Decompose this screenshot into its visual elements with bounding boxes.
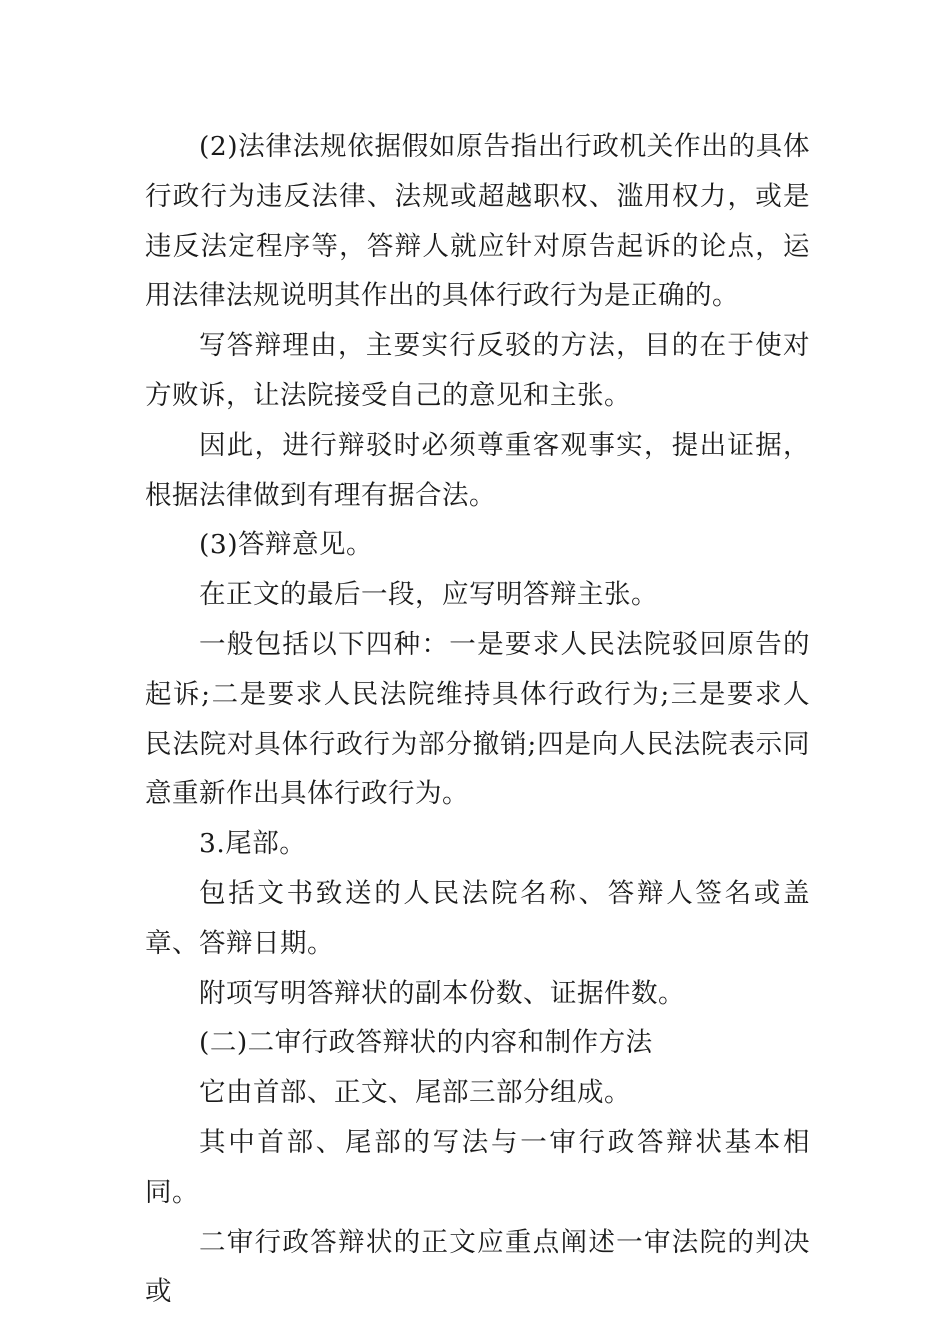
paragraph-heading-ending: 3.尾部。: [199, 828, 307, 860]
paragraph-rebuttal-method: 写答辩理由，主要实行反驳的方法，目的在于使对方败诉，让法院接受自己的意见和主张。: [145, 330, 810, 411]
document-page: [145, 122, 810, 1317]
paragraph-three-parts: 它由首部、正文、尾部三部分组成。: [199, 1077, 631, 1109]
paragraph-final-section: 在正文的最后一段，应写明答辩主张。: [199, 579, 658, 611]
paragraph-heading-second-instance: (二)二审行政答辩状的内容和制作方法: [199, 1027, 653, 1059]
paragraph-attachments: 附项写明答辩状的副本份数、证据件数。: [199, 977, 685, 1009]
paragraph-respect-facts: 因此，进行辩驳时必须尊重客观事实，提出证据，根据法律做到有理有据合法。: [145, 429, 810, 511]
paragraph-four-types: 一般包括以下四种：一是要求人民法院驳回原告的起诉;二是要求人民法院维持具体行政行为;三是要求人民法院对具体行政行为部分撤销;四是向人民法院表示同意重新作出具体行政行为。: [145, 628, 810, 810]
paragraph-heading-defense-opinion: (3)答辩意见。: [199, 529, 374, 561]
paragraph-second-instance-body: 二审行政答辩状的正文应重点阐述一审法院的判决或: [145, 1226, 810, 1308]
paragraph-ending-contents: 包括文书致送的人民法院名称、答辩人签名或盖章、答辩日期。: [145, 877, 810, 959]
paragraph-same-as-first: 其中首部、尾部的写法与一审行政答辩状基本相同。: [145, 1126, 810, 1208]
paragraph-legal-basis: (2)法律法规依据假如原告指出行政机关作出的具体行政行为违反法律、法规或超越职权、滥用权力，或是违反法定程序等，答辩人就应针对原告起诉的论点，运用法律法规说明其作出的具体行政行为是正确的。: [145, 131, 810, 312]
